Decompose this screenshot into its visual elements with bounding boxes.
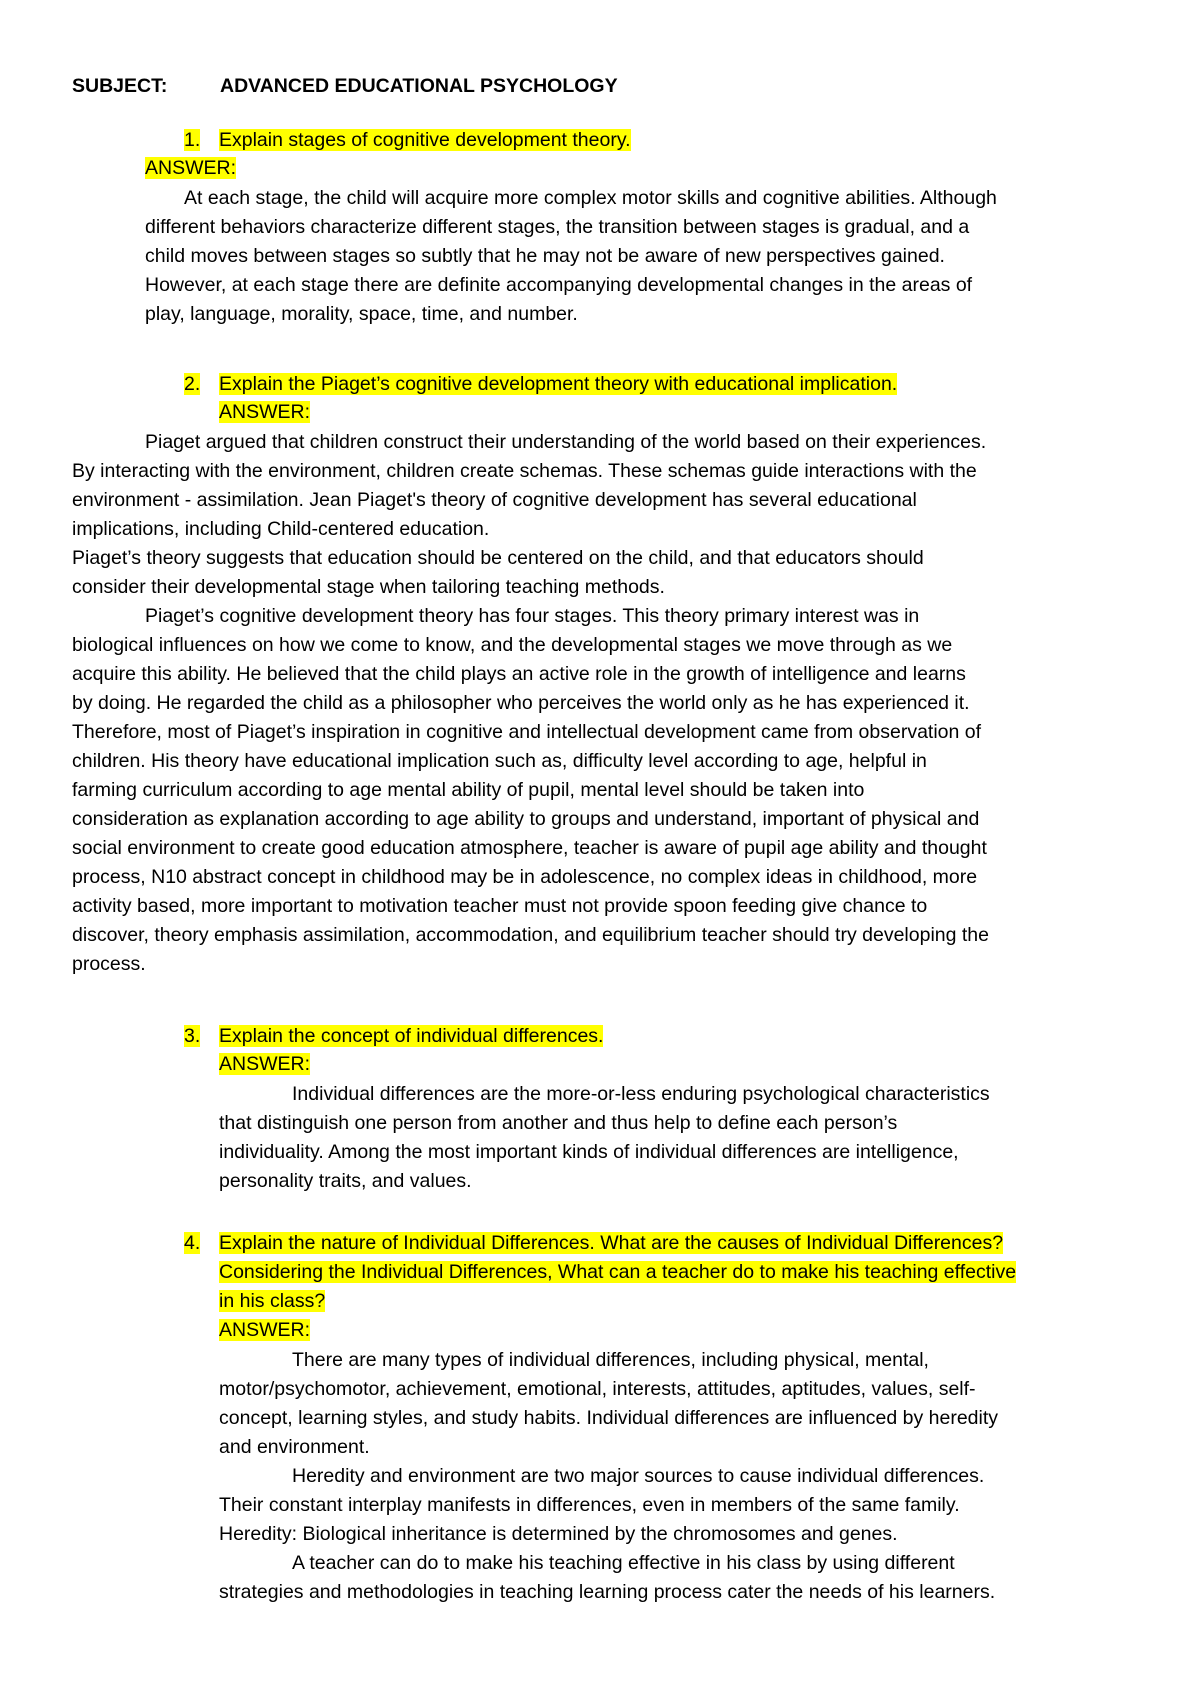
answer-2-line: farming curriculum according to age mental ability of pupil, mental level should be taken into	[72, 779, 865, 801]
answer-2-line: activity based, more important to motivation teacher must not provide spoon feeding give chance to	[72, 895, 928, 917]
answer-2-line: By interacting with the environment, children create schemas. These schemas guide interactions with the	[72, 460, 977, 482]
question-3-number: 3.	[184, 1025, 201, 1047]
answer-2-line: process, N10 abstract concept in childhood may be in adolescence, no complex ideas in childhood, more	[72, 866, 978, 888]
question-4-number: 4.	[184, 1232, 201, 1254]
answer-2-line: consider their developmental stage when tailoring teaching methods.	[72, 576, 665, 598]
answer-2-line: by doing. He regarded the child as a philosopher who perceives the world only as he has experienced it.	[72, 692, 970, 714]
answer-3-line: individuality. Among the most important kinds of individual differences are intelligence,	[219, 1141, 959, 1163]
answer-2-line: social environment to create good education atmosphere, teacher is aware of pupil age ability and thought	[72, 837, 987, 859]
question-1-answer-label: ANSWER:	[145, 157, 237, 179]
question-2-answer-label: ANSWER:	[219, 401, 311, 423]
answer-3-line: Individual differences are the more-or-less enduring psychological characteristics	[292, 1083, 990, 1105]
question-3-text: Explain the concept of individual differences.	[219, 1025, 604, 1047]
answer-4-line: Heredity and environment are two major sources to cause individual differences.	[292, 1465, 985, 1487]
question-4-answer-label: ANSWER:	[219, 1319, 311, 1341]
question-4-text: in his class?	[219, 1290, 326, 1312]
subject-label: SUBJECT:	[72, 75, 168, 97]
answer-4-line: concept, learning styles, and study habits. Individual differences are influenced by heredity	[219, 1407, 999, 1429]
answer-3-line: personality traits, and values.	[219, 1170, 472, 1192]
answer-2-line: consideration as explanation according to age ability to groups and understand, important of physical and	[72, 808, 980, 830]
answer-2-line: children. His theory have educational implication such as, difficulty level according to age, helpful in	[72, 750, 927, 772]
answer-2-line: Piaget’s theory suggests that education should be centered on the child, and that educators should	[72, 547, 924, 569]
answer-4-line: strategies and methodologies in teaching learning process cater the needs of his learners.	[219, 1581, 996, 1603]
answer-2-line: environment - assimilation. Jean Piaget's theory of cognitive development has several educational	[72, 489, 917, 511]
answer-2-line: biological influences on how we come to know, and the developmental stages we move through as we	[72, 634, 953, 656]
answer-1-line: child moves between stages so subtly that he may not be aware of new perspectives gained.	[145, 245, 945, 267]
answer-2-line: process.	[72, 953, 146, 975]
answer-4-line: Their constant interplay manifests in differences, even in members of the same family.	[219, 1494, 960, 1516]
answer-4-line: A teacher can do to make his teaching effective in his class by using different	[292, 1552, 955, 1574]
answer-2-line: implications, including Child-centered education.	[72, 518, 490, 540]
answer-1-line: different behaviors characterize different stages, the transition between stages is gradual, and a	[145, 216, 970, 238]
answer-4-line: motor/psychomotor, achievement, emotional, interests, attitudes, aptitudes, values, self-	[219, 1378, 976, 1400]
answer-1-line: At each stage, the child will acquire more complex motor skills and cognitive abilities. Although	[184, 187, 997, 209]
subject-title: ADVANCED EDUCATIONAL PSYCHOLOGY	[220, 75, 618, 97]
answer-1-line: play, language, morality, space, time, and number.	[145, 303, 578, 325]
answer-4-line: Heredity: Biological inheritance is determined by the chromosomes and genes.	[219, 1523, 898, 1545]
answer-2-line: discover, theory emphasis assimilation, accommodation, and equilibrium teacher should try developing the	[72, 924, 989, 946]
answer-3-line: that distinguish one person from another and thus help to define each person’s	[219, 1112, 898, 1134]
question-4-text: Considering the Individual Differences, What can a teacher do to make his teaching effective	[219, 1261, 1017, 1283]
answer-4-line: and environment.	[219, 1436, 370, 1458]
answer-2-line: acquire this ability. He believed that the child plays an active role in the growth of intelligence and learns	[72, 663, 966, 685]
question-3-answer-label: ANSWER:	[219, 1053, 311, 1075]
answer-2-line: Therefore, most of Piaget’s inspiration in cognitive and intellectual development came from observation of	[72, 721, 982, 743]
answer-2-line: Piaget argued that children construct their understanding of the world based on their experiences.	[145, 431, 987, 453]
question-1-number: 1.	[184, 129, 201, 151]
question-4-text: Explain the nature of Individual Differences. What are the causes of Individual Differences?	[219, 1232, 1004, 1254]
question-1-text: Explain stages of cognitive development theory.	[219, 129, 631, 151]
question-2-number: 2.	[184, 373, 201, 395]
answer-1-line: However, at each stage there are definite accompanying developmental changes in the areas of	[145, 274, 973, 296]
answer-4-line: There are many types of individual differences, including physical, mental,	[292, 1349, 929, 1371]
answer-2-line: Piaget’s cognitive development theory has four stages. This theory primary interest was in	[145, 605, 920, 627]
question-2-text: Explain the Piaget’s cognitive development theory with educational implication.	[219, 373, 898, 395]
